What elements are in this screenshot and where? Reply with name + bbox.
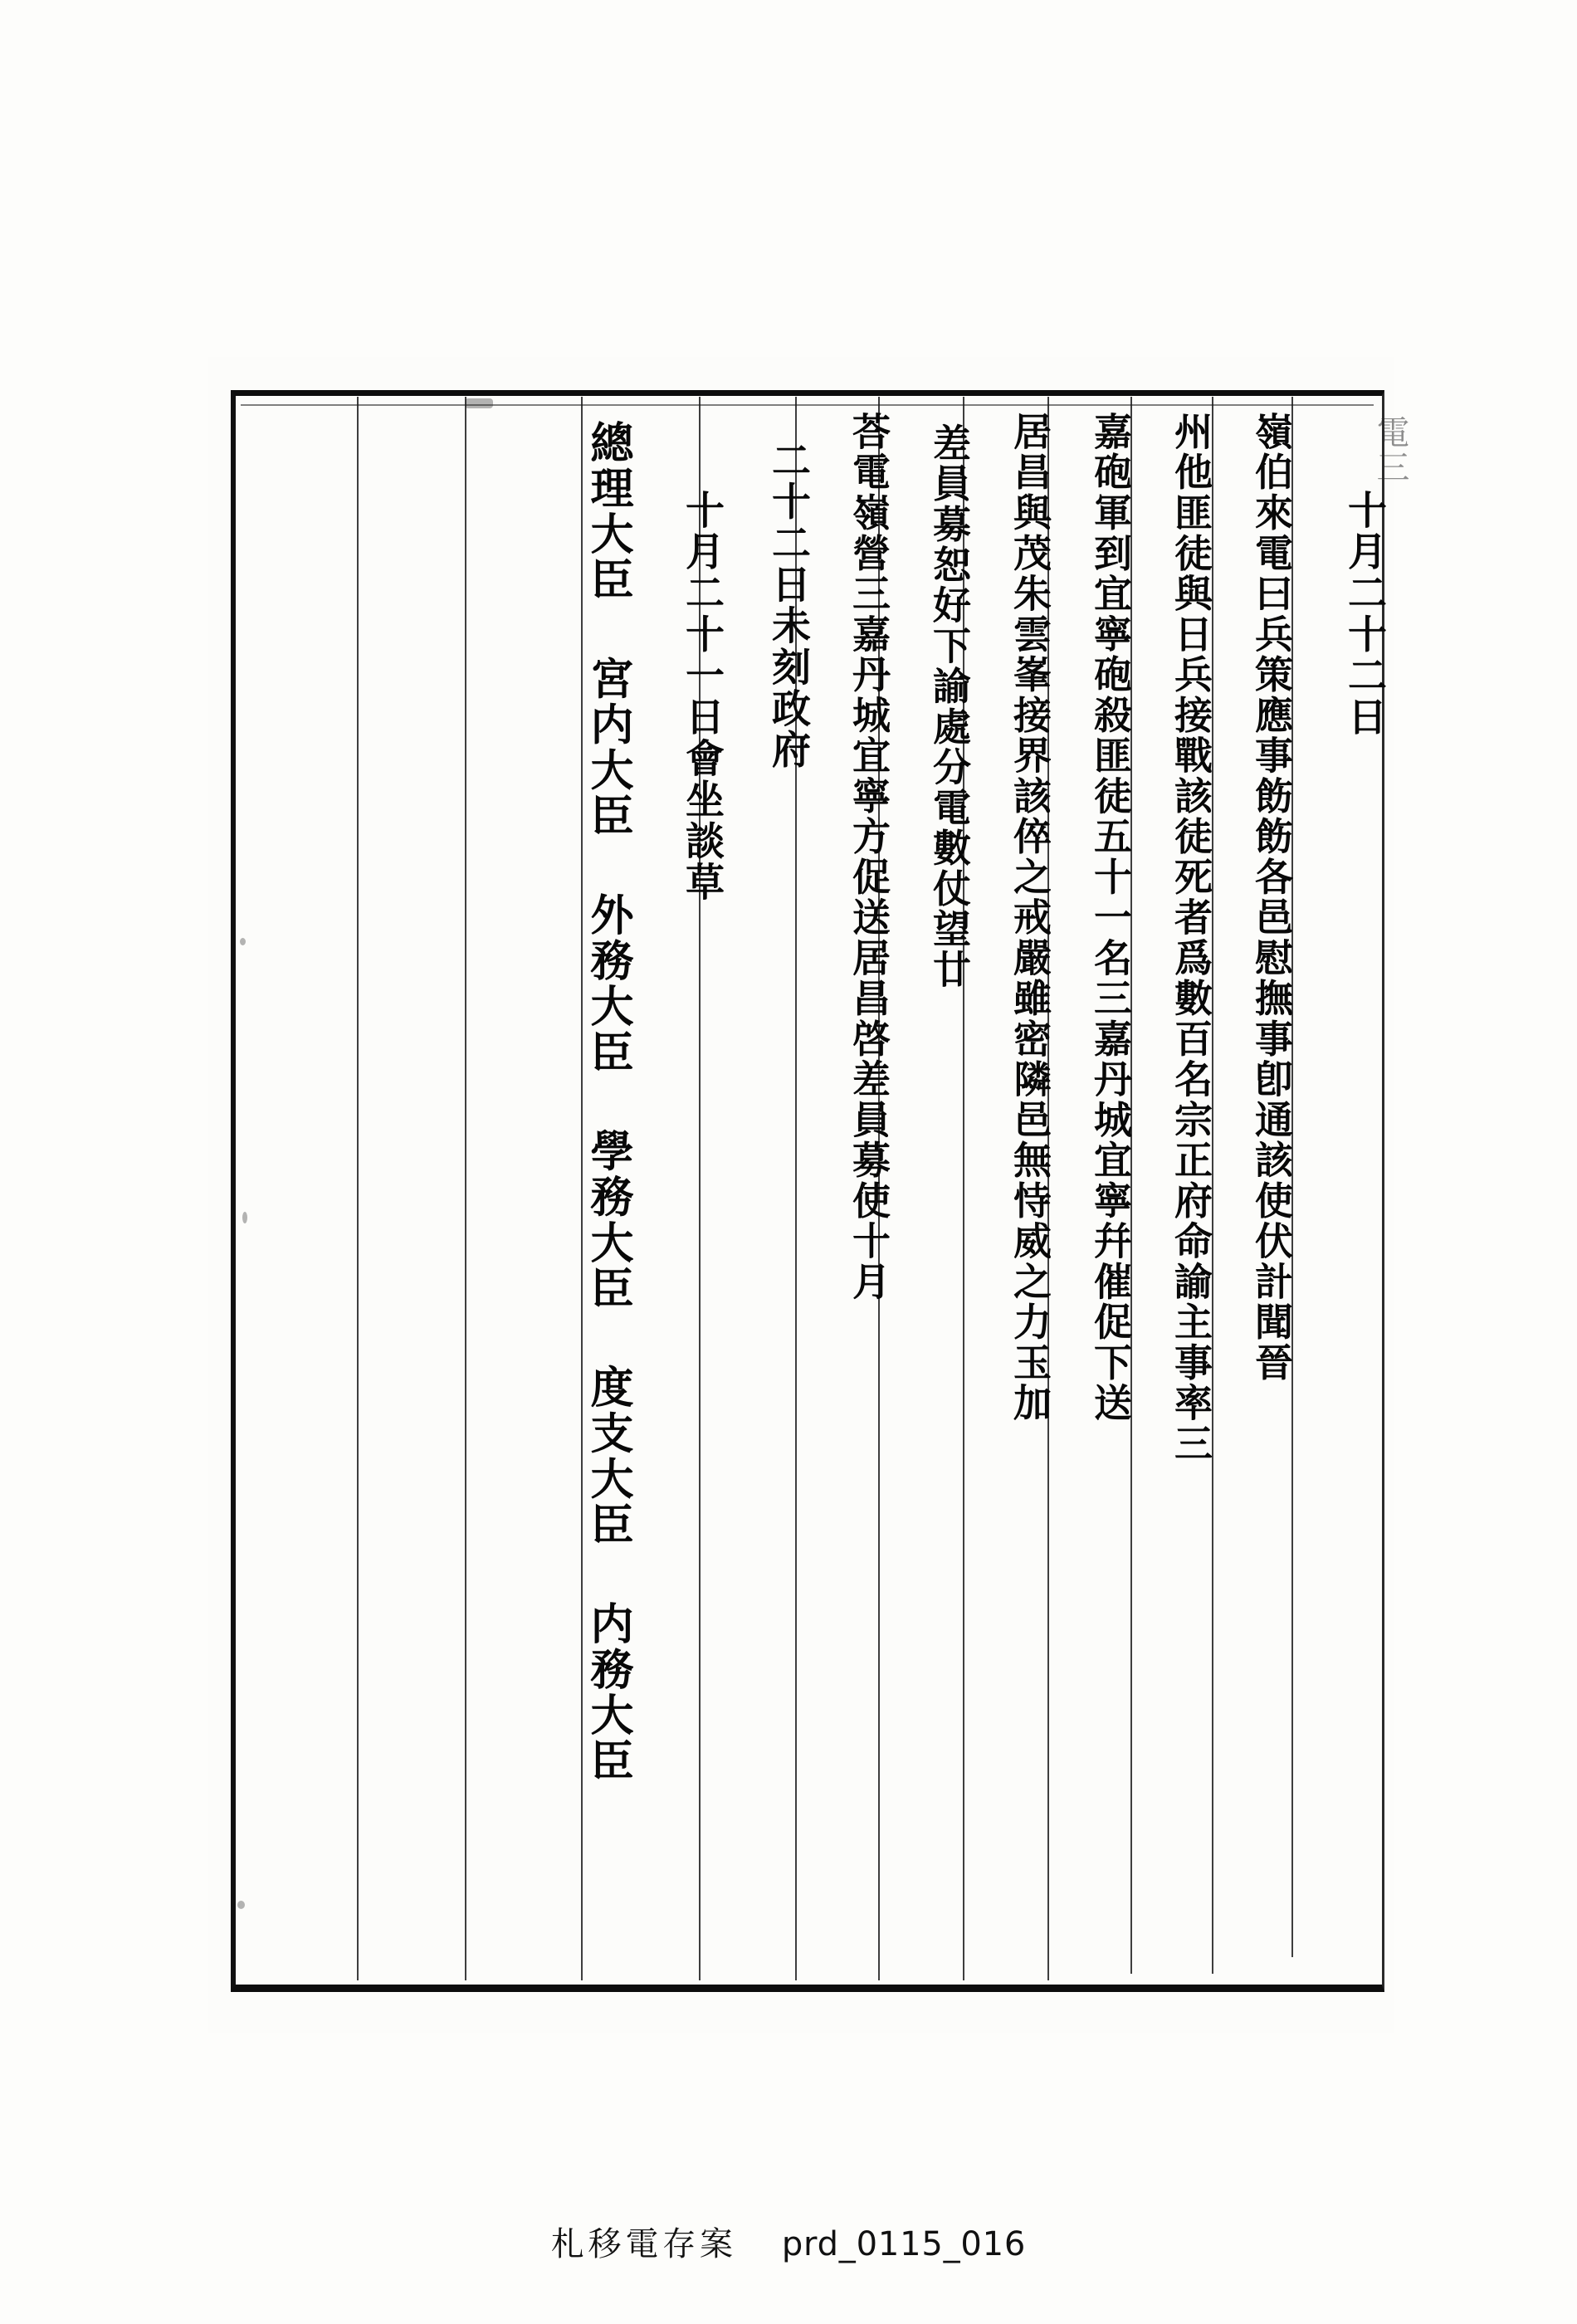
footer-caption xyxy=(0,2218,1577,2265)
column-line-03: 嘉砲軍到宜寧砲殺匪徒五十一名三嘉丹城宜寧幷催促下送 xyxy=(1088,412,1133,1423)
scan-speckle xyxy=(240,938,246,945)
footer-title: 札移電存案 xyxy=(550,2225,737,2263)
scan-speckle xyxy=(242,1212,247,1223)
column-signers: 總理大臣 宮内大臣 外務大臣 學務大臣 度支大臣 内務大臣 xyxy=(583,420,633,1784)
scan-speckle xyxy=(465,398,493,408)
column-line-06: 荅電嶺營三嘉丹城宜寧方促送居昌啓差員募使十月 xyxy=(847,412,891,1302)
scan-speckle xyxy=(237,1901,245,1909)
column-government: 二十二日未刻政府 xyxy=(765,440,811,771)
column-line-05: 差員募恕好下諭處分電數仗望廿 xyxy=(927,423,972,990)
column-meeting: 十月二十一日會坐談草 xyxy=(679,490,725,904)
manuscript-columns xyxy=(231,390,1387,1992)
margin-annotation: 電三 xyxy=(1371,415,1409,485)
column-date: 十月二十二日 xyxy=(1341,490,1387,738)
column-line-02: 州他匪徒與日兵接戰該徒死者爲數百名宗正府命諭主事率三 xyxy=(1169,412,1213,1464)
footer-reference-id: prd_0115_016 xyxy=(781,2225,1027,2263)
column-line-01: 嶺伯來電曰兵策應事飭飭各邑慰撫事卽通該使伏計聞晉 xyxy=(1249,412,1294,1384)
column-line-04: 居昌與茂朱雲峯接界該倅之戒嚴雖密隣邑無恃威之力玉加 xyxy=(1008,412,1052,1423)
